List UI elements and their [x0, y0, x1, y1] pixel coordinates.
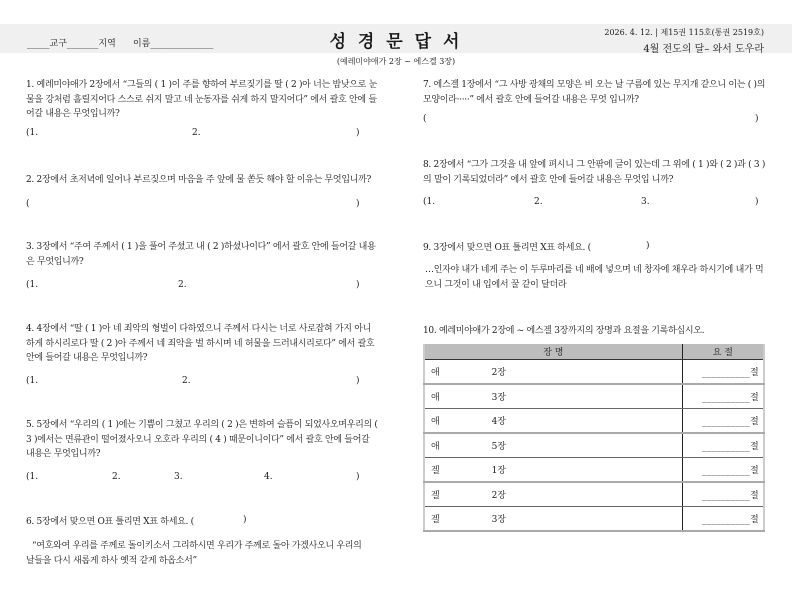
- question-7: [423, 78, 768, 107]
- monthly-theme: 4월 전도의 달– 와서 도우라: [643, 44, 764, 55]
- answer-close: ): [646, 241, 650, 251]
- verse-blank[interactable]: __________절: [682, 384, 764, 409]
- book-abbr: 겔: [424, 482, 492, 507]
- question-2: [26, 173, 386, 188]
- answer-label: 2.: [182, 376, 191, 386]
- book-abbr: 애: [424, 433, 492, 458]
- scripture-quote-9: …인자야 내가 네게 주는 이 두루마리를 네 배에 넣으며 네 창자에 채우라 하시기에 내가 먹으니 그것이 내 입에서 꿀 같이 달더라: [425, 265, 764, 290]
- answer-close: ): [243, 515, 247, 525]
- page-title: 성 경 문 답 서: [329, 32, 463, 52]
- book-abbr: 겔: [424, 506, 492, 531]
- question-6: [26, 515, 386, 530]
- answer-row-3[interactable]: [26, 280, 366, 294]
- question-text: 10. 예레미야애가 2장에 ~ 에스겔 3장까지의 장명과 요절을 기록하십시오.: [423, 326, 705, 336]
- issue-info: 2026. 4. 12. | 제15권 115호(통권 2519호): [604, 28, 764, 37]
- answer-label: (1.: [26, 376, 39, 386]
- answer-row-1[interactable]: [26, 128, 366, 142]
- question-text: 7. 에스겔 1장에서 “그 사방 광채의 모양은 비 오는 날 구름에 있는 무지개 같으니 이는 ( )의 모양이라·····” 에서 괄호 안에 들어갈 내용은 무엇 입니까?: [423, 80, 766, 105]
- verse-blank[interactable]: __________절: [682, 482, 764, 507]
- question-1: [26, 78, 378, 122]
- chapter: 5장: [492, 433, 683, 458]
- answer-label: 2.: [178, 280, 187, 290]
- question-8: [423, 158, 768, 187]
- chapter: 3장: [492, 384, 683, 409]
- answer-label: 2.: [192, 128, 201, 138]
- question-9: [423, 241, 768, 256]
- table-row: [424, 433, 764, 458]
- question-3: [26, 240, 378, 269]
- chapter: 1장: [492, 457, 683, 482]
- answer-label: 2.: [112, 472, 121, 482]
- answer-row-4[interactable]: [26, 376, 366, 390]
- question-text: 6. 5장에서 맞으면 O표 틀리면 X표 하세요. (: [26, 517, 194, 527]
- answer-row-5[interactable]: [26, 472, 366, 486]
- answer-open: (: [423, 114, 427, 124]
- question-text: 4. 4장에서 “딸 ( 1 )아 네 죄악의 형벌이 다하였으니 주께서 다시는 너로 사로잡혀 가지 아니하게 하시리로다 딸 ( 2 )아 주께서 네 죄악을 벌 하시며 네 허물을 드러내시리로다” 에서 괄호 안에 들어갈 내용은 무엇입니까?: [26, 324, 375, 363]
- chapter: 4장: [492, 408, 683, 433]
- answer-row-7[interactable]: [423, 114, 763, 128]
- table-row: [424, 408, 764, 433]
- ox-answer-6[interactable]: [243, 515, 253, 529]
- answer-label: 3.: [641, 197, 650, 207]
- chapter: 2장: [492, 359, 683, 384]
- header-key-verse: 요 절: [682, 344, 764, 359]
- ox-answer-9[interactable]: [646, 241, 656, 255]
- table-row: [424, 384, 764, 409]
- verse-blank[interactable]: __________절: [682, 506, 764, 531]
- answer-row-2[interactable]: [26, 199, 366, 213]
- question-text: 1. 예레미야애가 2장에서 “그들의 ( 1 )이 주를 향하여 부르짖기를 딸 ( 2 )아 너는 밤낮으로 눈물을 강처럼 흘릴지어다 스스로 쉬지 말고 네 눈동자를 쉬게 하지 말지어다” 에서 괄호 안에 들어갈 내용은 무엇입니까?: [26, 80, 377, 119]
- question-text: 3. 3장에서 “주여 주께서 ( 1 )을 풀어 주셨고 내 ( 2 )하셨나이다” 에서 괄호 안에 들어갈 내용은 무엇입니까?: [26, 242, 376, 267]
- answer-label: (1.: [26, 128, 39, 138]
- question-text: 8. 2장에서 “그가 그것을 내 앞에 펴시니 그 안팎에 글이 있는데 그 위에 ( 1 )와 ( 2 )과 ( 3 )의 말이 기록되었더라” 에서 괄호 안에 들어갈 내용은 무엇입 니까?: [423, 160, 766, 185]
- table-row: [424, 482, 764, 507]
- book-abbr: 애: [424, 408, 492, 433]
- book-abbr: 애: [424, 384, 492, 409]
- chapter: 2장: [492, 482, 683, 507]
- verse-blank[interactable]: __________절: [682, 457, 764, 482]
- question-5: [26, 418, 378, 462]
- chapter-verse-table: [423, 344, 765, 532]
- question-text: 9. 3장에서 맞으면 O표 틀리면 X표 하세요. (: [423, 243, 591, 253]
- book-abbr: 애: [424, 359, 492, 384]
- table-row: [424, 506, 764, 531]
- answer-close: ): [356, 199, 360, 209]
- answer-label: (1.: [26, 472, 39, 482]
- answer-label: 3.: [174, 472, 183, 482]
- answer-close: ): [356, 280, 360, 290]
- answer-close: ): [755, 197, 759, 207]
- question-10: [423, 324, 768, 339]
- verse-blank[interactable]: __________절: [682, 359, 764, 384]
- answer-close: ): [755, 114, 759, 124]
- header-chapter-name: 장 명: [424, 344, 682, 359]
- name-region-fields[interactable]: _____교구_______지역 이름______________: [27, 39, 214, 49]
- answer-label: 2.: [534, 197, 543, 207]
- book-abbr: 겔: [424, 457, 492, 482]
- table-header-row: [424, 344, 764, 359]
- question-4: [26, 322, 378, 366]
- table-row: [424, 457, 764, 482]
- answer-label: 4.: [264, 472, 273, 482]
- answer-close: ): [356, 376, 360, 386]
- table-row: [424, 359, 764, 384]
- scripture-quote-6: “여호와여 우리를 주께로 돌이키소서 그리하시면 우리가 주께로 돌아 가겠사오니 우리의 날들을 다시 새롭게 하사 옛적 같게 하옵소서”: [26, 541, 362, 566]
- answer-label: (1.: [423, 197, 436, 207]
- chapter: 3장: [492, 506, 683, 531]
- question-text: 5. 5장에서 “우리의 ( 1 )에는 기쁨이 그쳤고 우리의 ( 2 )은 변하여 슬픔이 되었사오며우리의 ( 3 )에서는 면류관이 떨어졌사오니 오호라 우리의 ( 4 ) 때문이니이다” 에서 괄호 안에 들어갈 내용은 무엇입니까?: [26, 420, 378, 459]
- answer-close: ): [356, 128, 360, 138]
- verse-blank[interactable]: __________절: [682, 433, 764, 458]
- answer-row-8[interactable]: [423, 197, 763, 211]
- answer-open: (: [26, 199, 30, 209]
- page-subtitle: (예레미야애가 2장 ~ 에스겔 3장): [336, 57, 456, 66]
- answer-label: (1.: [26, 280, 39, 290]
- question-text: 2. 2장에서 초저녁에 일어나 부르짖으며 마음을 주 앞에 물 쏟듯 해야 할 이유는 무엇입니까?: [26, 175, 372, 185]
- answer-close: ): [356, 472, 360, 482]
- verse-blank[interactable]: __________절: [682, 408, 764, 433]
